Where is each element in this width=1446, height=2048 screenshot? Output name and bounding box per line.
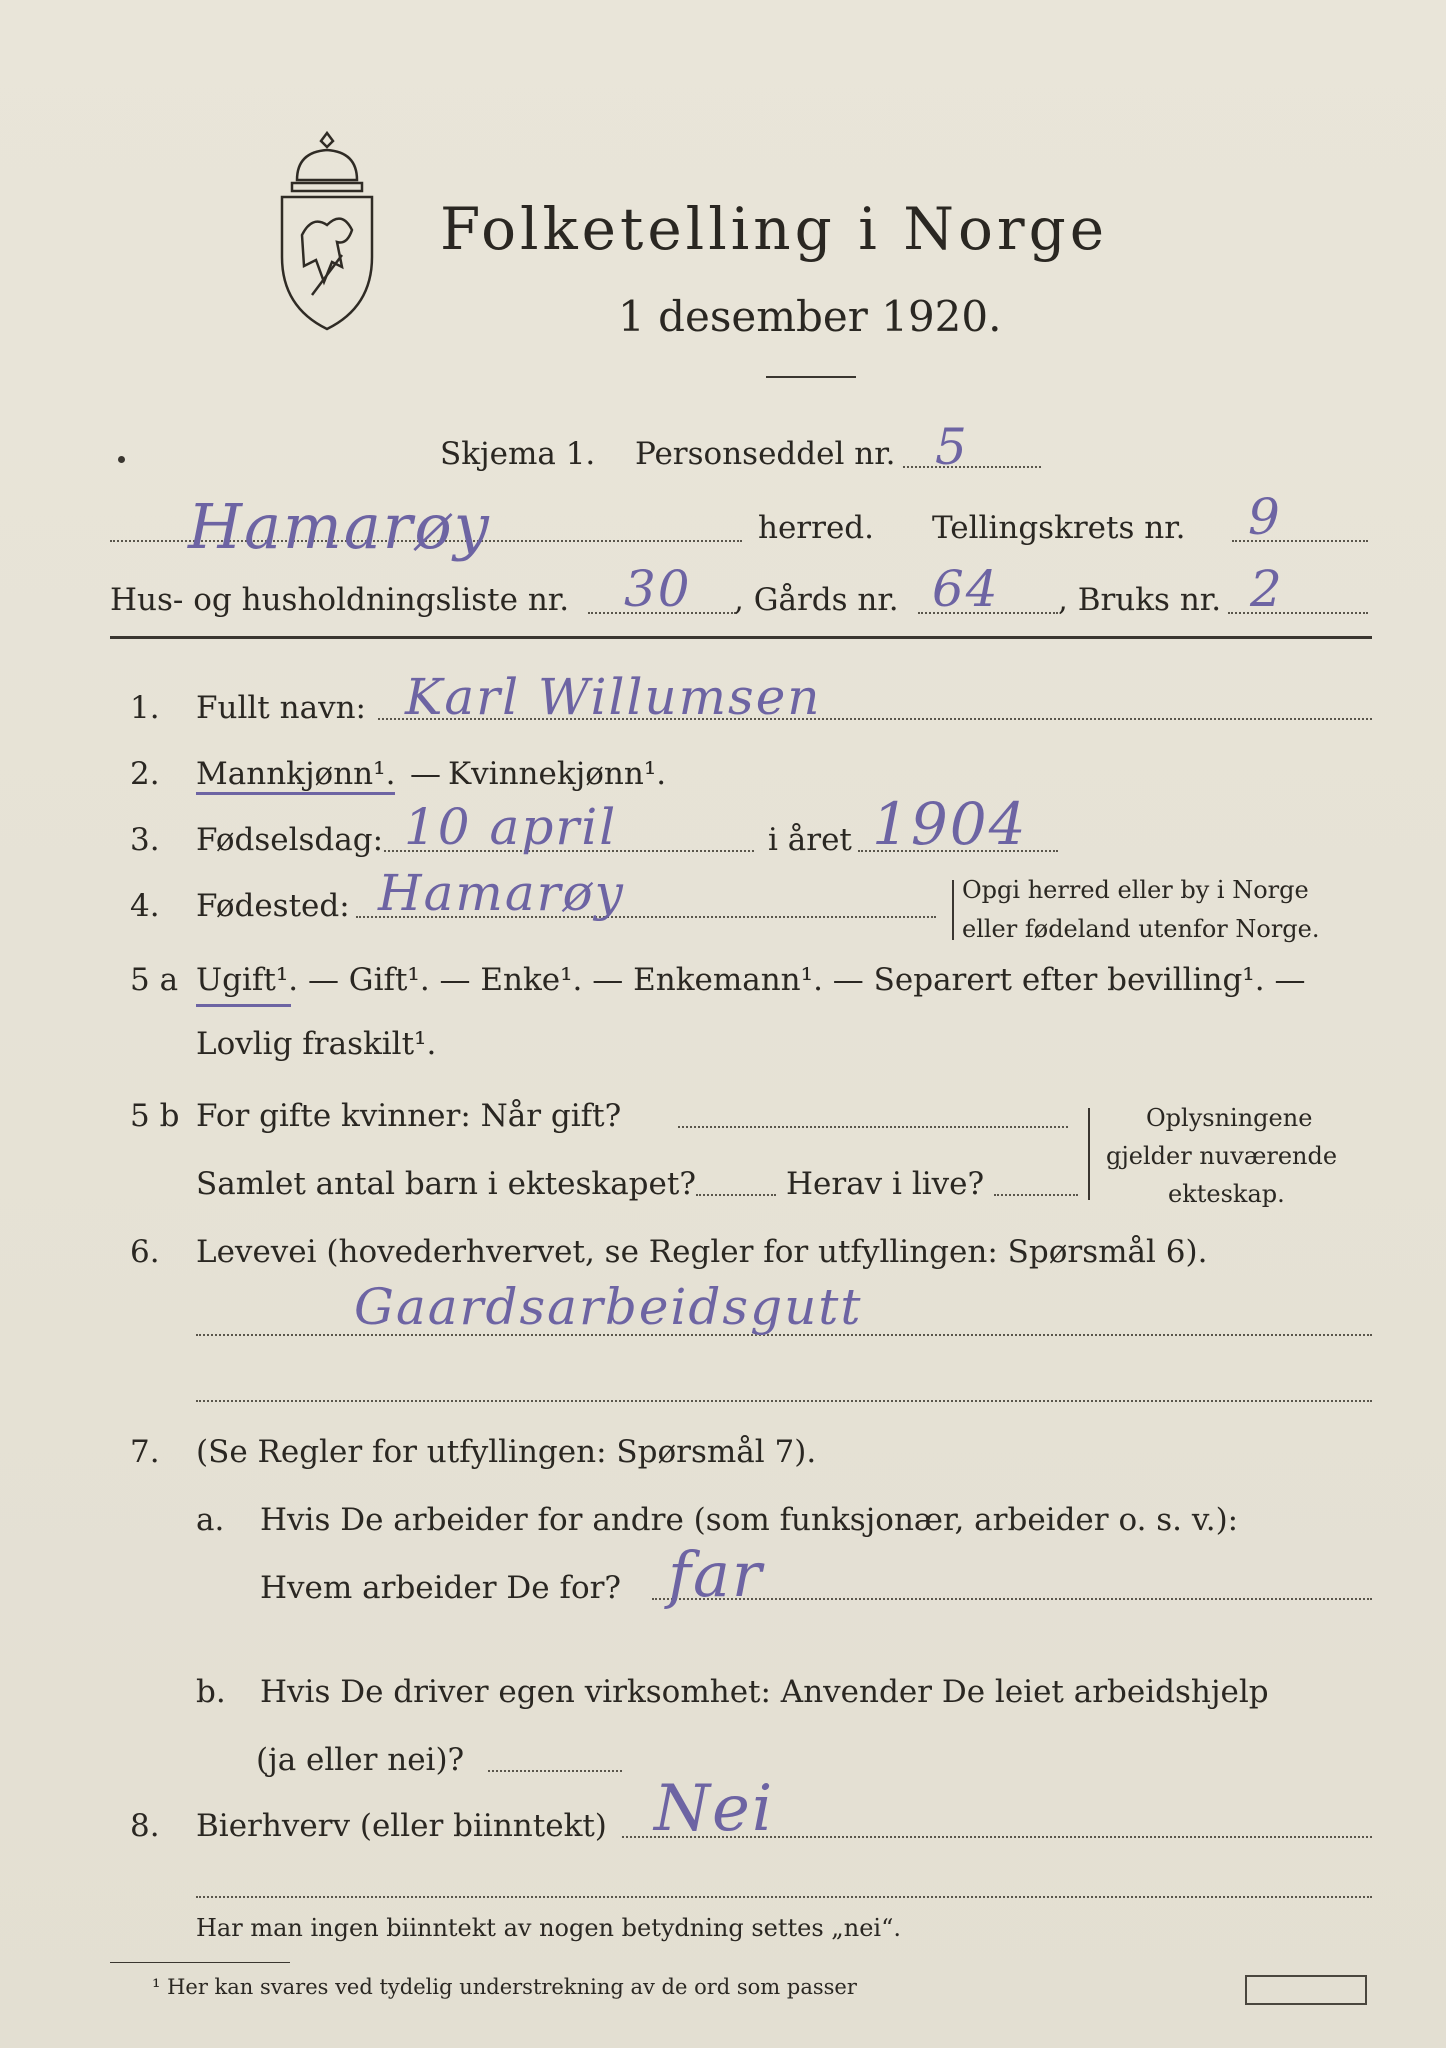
footer-note: Har man ingen biinntekt av nogen betydning settes „nei“. bbox=[196, 1914, 901, 1942]
q4-value: Hamarøy bbox=[378, 864, 625, 922]
hus-label: Hus- og husholdningsliste nr. bbox=[110, 582, 570, 618]
herred-value: Hamarøy bbox=[188, 490, 491, 563]
tellingskrets-value: 9 bbox=[1248, 488, 1282, 546]
q5b-children-line bbox=[696, 1194, 776, 1196]
header-divider bbox=[110, 636, 1372, 639]
herred-label: herred. bbox=[758, 510, 874, 546]
q4-label: Fødested: bbox=[196, 888, 350, 924]
q5b-note-brace bbox=[1088, 1108, 1096, 1200]
q4-note-brace bbox=[952, 880, 960, 940]
q4-number: 4. bbox=[130, 888, 160, 924]
q8-label: Bierhverv (eller biinntekt) bbox=[196, 1808, 607, 1844]
q5a-number: 5 a bbox=[130, 962, 179, 998]
q7a-employer-value: far bbox=[668, 1538, 764, 1611]
personseddel-label: Personseddel nr. bbox=[635, 436, 896, 472]
q5a-options-line2: Lovlig fraskilt¹. bbox=[196, 1026, 437, 1062]
q7-label: (Se Regler for utfyllingen: Spørsmål 7). bbox=[196, 1434, 817, 1470]
q3-label: Fødselsdag: bbox=[196, 822, 384, 858]
q5a-options: Ugift¹. — Gift¹. — Enke¹. — Enkemann¹. — Separert efter bevilling¹. — bbox=[196, 962, 1306, 998]
margin-dot bbox=[118, 456, 125, 463]
q8-value: Nei bbox=[654, 1772, 775, 1846]
q2-number: 2. bbox=[130, 756, 160, 792]
bruks-value: 2 bbox=[1250, 560, 1284, 618]
q8-line2 bbox=[196, 1896, 1372, 1898]
q8-number: 8. bbox=[130, 1808, 160, 1844]
schema-label: Skjema 1. bbox=[440, 436, 596, 472]
q7b-yes-no-line bbox=[488, 1770, 622, 1772]
q1-value: Karl Willumsen bbox=[405, 668, 822, 726]
q2-female-option: Kvinnekjønn¹. bbox=[448, 756, 667, 792]
printer-stamp bbox=[1245, 1975, 1367, 2005]
gards-label: , Gårds nr. bbox=[734, 582, 899, 618]
norwegian-coat-of-arms-icon bbox=[262, 125, 392, 335]
q5b-note-line2: gjelder nuværende bbox=[1106, 1142, 1338, 1170]
q7a-letter: a. bbox=[196, 1502, 225, 1538]
q5b-number: 5 b bbox=[130, 1098, 180, 1134]
q2-separator: — bbox=[410, 756, 441, 792]
q7b-question: Hvis De driver egen virksomhet: Anvender De leiet arbeidshjelp bbox=[260, 1674, 1269, 1710]
census-date: 1 desember 1920. bbox=[618, 292, 1002, 341]
q5a-ugift-underline bbox=[196, 1004, 291, 1007]
q5b-note-line3: ekteskap. bbox=[1168, 1180, 1285, 1208]
q3-value: 10 april bbox=[404, 798, 618, 856]
q5b-married-when: For gifte kvinner: Når gift? bbox=[196, 1098, 622, 1134]
personseddel-value: 5 bbox=[935, 418, 969, 476]
q7a-employer-label: Hvem arbeider De for? bbox=[260, 1570, 622, 1606]
q7b-letter: b. bbox=[196, 1674, 226, 1710]
q5b-note-line1: Oplysningene bbox=[1146, 1104, 1313, 1132]
q3-year-label: i året bbox=[768, 822, 852, 858]
q5b-alive-line bbox=[994, 1194, 1078, 1196]
q6-value: Gaardsarbeidsgutt bbox=[354, 1278, 863, 1336]
gards-value: 64 bbox=[932, 560, 1000, 618]
bruks-label: , Bruks nr. bbox=[1058, 582, 1222, 618]
footnote-divider bbox=[110, 1962, 290, 1963]
q2-male-option: Mannkjønn¹. bbox=[196, 756, 395, 795]
q6-line2 bbox=[196, 1400, 1372, 1402]
q7a-question: Hvis De arbeider for andre (som funksjonær, arbeider o. s. v.): bbox=[260, 1502, 1239, 1538]
q5b-married-line bbox=[678, 1126, 1068, 1128]
q1-number: 1. bbox=[130, 690, 160, 726]
form-title: Folketelling i Norge bbox=[440, 195, 1109, 263]
hus-value: 30 bbox=[624, 560, 692, 618]
footnote: ¹ Her kan svares ved tydelig understrekning av de ord som passer bbox=[152, 1975, 857, 1999]
q5b-alive: Herav i live? bbox=[786, 1166, 985, 1202]
q3-year-value: 1904 bbox=[872, 790, 1028, 858]
q5b-children: Samlet antal barn i ekteskapet? bbox=[196, 1166, 696, 1202]
q7b-yes-no-label: (ja eller nei)? bbox=[256, 1742, 465, 1778]
q3-number: 3. bbox=[130, 822, 160, 858]
q7-number: 7. bbox=[130, 1434, 160, 1470]
q1-label: Fullt navn: bbox=[196, 690, 366, 726]
tellingskrets-label: Tellingskrets nr. bbox=[932, 510, 1186, 546]
title-divider bbox=[766, 376, 856, 378]
q4-note-line1: Opgi herred eller by i Norge bbox=[962, 876, 1309, 904]
q4-note-line2: eller fødeland utenfor Norge. bbox=[962, 915, 1320, 943]
q6-label: Levevei (hovederhvervet, se Regler for utfyllingen: Spørsmål 6). bbox=[196, 1234, 1208, 1270]
personseddel-line bbox=[903, 466, 1041, 468]
q6-number: 6. bbox=[130, 1234, 160, 1270]
bruks-line bbox=[1228, 612, 1368, 614]
